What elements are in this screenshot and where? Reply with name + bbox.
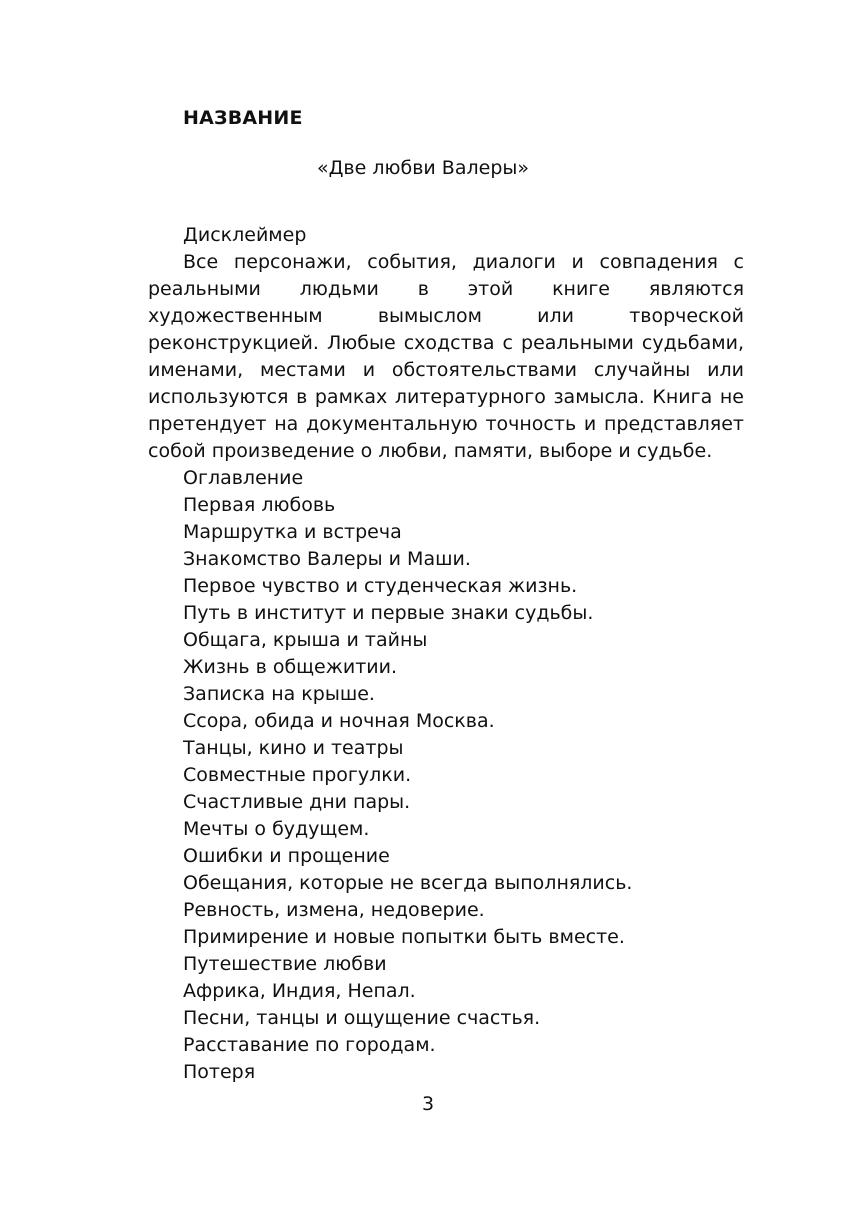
book-title: «Две любви Валеры»	[316, 157, 530, 179]
toc-item: Путь в институт и первые знаки судьбы.	[183, 602, 594, 624]
toc-item: Записка на крыше.	[183, 683, 375, 705]
toc-item: Первая любовь	[183, 494, 336, 516]
page-body	[148, 222, 744, 1086]
page-number: 3	[421, 1093, 435, 1115]
toc-item: Счастливые дни пары.	[183, 791, 411, 813]
toc-item: Обещания, которые не всегда выполнялись.	[183, 872, 633, 894]
toc-item: Потеря	[183, 1061, 256, 1083]
toc-label: Оглавление	[183, 467, 304, 489]
toc-item: Ревность, измена, недоверие.	[183, 899, 485, 921]
toc-list	[148, 492, 744, 1086]
toc-item: Африка, Индия, Непал.	[183, 980, 416, 1002]
section-heading: НАЗВАНИЕ	[183, 107, 303, 129]
toc-item: Расставание по городам.	[183, 1034, 436, 1056]
toc-item: Примирение и новые попытки быть вместе.	[183, 926, 625, 948]
toc-item: Мечты о будущем.	[183, 818, 370, 840]
toc-item: Ошибки и прощение	[183, 845, 390, 867]
toc-item: Песни, танцы и ощущение счастья.	[183, 1007, 541, 1029]
toc-item: Первое чувство и студенческая жизнь.	[183, 575, 578, 597]
toc-item: Знакомство Валеры и Маши.	[183, 548, 471, 570]
toc-item: Ссора, обида и ночная Москва.	[183, 710, 495, 732]
toc-item: Танцы, кино и театры	[183, 737, 404, 759]
toc-item: Жизнь в общежитии.	[183, 656, 398, 678]
toc-item: Путешествие любви	[183, 953, 387, 975]
disclaimer-label: Дисклеймер	[183, 224, 307, 246]
toc-item: Маршрутка и встреча	[183, 521, 402, 543]
disclaimer-text: Все персонажи, события, диалоги и совпадения с реальными людьми в этой книге являются художественным вымыслом или творческой реконструкцией. Любые сходства с реальными судьбами, именами, местами и обстоятельствами случайны или используются в рамках литературного замысла. Книга не претендует на документальную точность и представляет собой произведение о любви, памяти, выборе и судьбе.	[148, 251, 744, 462]
toc-item: Совместные прогулки.	[183, 764, 412, 786]
toc-item: Общага, крыша и тайны	[183, 629, 428, 651]
